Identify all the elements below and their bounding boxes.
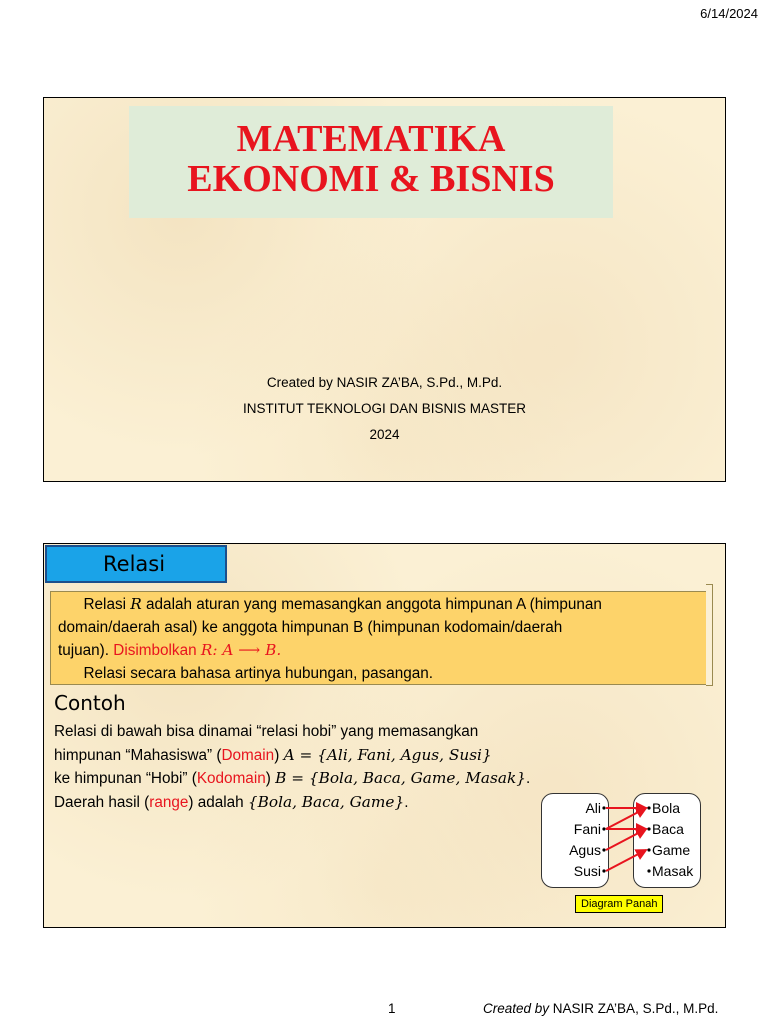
slide-title (43, 97, 726, 482)
title-line-1: MATEMATIKA (236, 118, 506, 160)
domain-dot (602, 869, 605, 872)
relation-arrow-fani-bola (606, 808, 646, 829)
slide-relasi (43, 543, 726, 928)
codomain-item: Masak (652, 863, 694, 879)
definition-line-1: Relasi R adalah aturan yang memasangkan anggota himpunan A (himpunan (83, 595, 602, 613)
codomain-item: Baca (652, 821, 684, 837)
domain-item: Susi (573, 863, 601, 879)
domain-dot (602, 806, 605, 809)
domain-item: Ali (585, 800, 601, 816)
domain-item: Fani (573, 821, 601, 837)
page-number: 1 (388, 1001, 396, 1016)
credits (44, 370, 725, 448)
codomain-item: Bola (652, 800, 681, 816)
credit-year: 2024 (369, 427, 400, 442)
relation-arrows (541, 793, 709, 888)
definition-box (50, 591, 708, 685)
codomain-dot (647, 848, 650, 851)
codomain-dot (647, 806, 650, 809)
example-line-3: ke himpunan “Hobi” (Kodomain) B = {Bola, Baca, Game, Masak}. (54, 769, 531, 787)
diagram-caption: Diagram Panah (575, 895, 663, 913)
codomain-item: Game (652, 842, 691, 858)
example-line-4: Daerah hasil (range) adalah {Bola, Baca, Game}. (54, 792, 409, 811)
title-box (129, 106, 613, 218)
domain-item: Agus (569, 842, 601, 858)
example-text (54, 721, 530, 814)
footer-credit: Created by NASIR ZA’BA, S.Pd., M.Pd. (483, 1001, 719, 1016)
codomain-dot (647, 869, 650, 872)
example-line-2: himpunan “Mahasiswa” (Domain) A = {Ali, Fani, Agus, Susi} (54, 745, 492, 764)
example-heading: Contoh (54, 691, 126, 715)
domain-dot (602, 848, 605, 851)
domain-dot (602, 827, 605, 830)
example-line-1: Relasi di bawah bisa dinamai “relasi hobi” yang memasangkan (54, 723, 479, 740)
definition-line-4: Relasi secara bahasa artinya hubungan, pasangan. (83, 664, 434, 682)
title-line-2: EKONOMI & BISNIS (187, 158, 555, 200)
relation-arrow-agus-baca (606, 829, 646, 850)
relation-arrow-susi-game (606, 850, 646, 871)
credit-institution: INSTITUT TEKNOLOGI DAN BISNIS MASTER (242, 401, 527, 416)
definition-line-2: domain/daerah asal) ke anggota himpunan B (himpunan kodomain/daerah (58, 618, 563, 636)
credit-author: Created by NASIR ZA’BA, S.Pd., M.Pd. (266, 375, 503, 390)
section-heading-relasi: Relasi (45, 545, 227, 583)
print-date: 6/14/2024 (700, 6, 758, 21)
definition-line-3: tujuan). Disimbolkan R: A ⟶ B. (58, 641, 282, 659)
arrow-diagram (541, 793, 709, 888)
codomain-dot (647, 827, 650, 830)
